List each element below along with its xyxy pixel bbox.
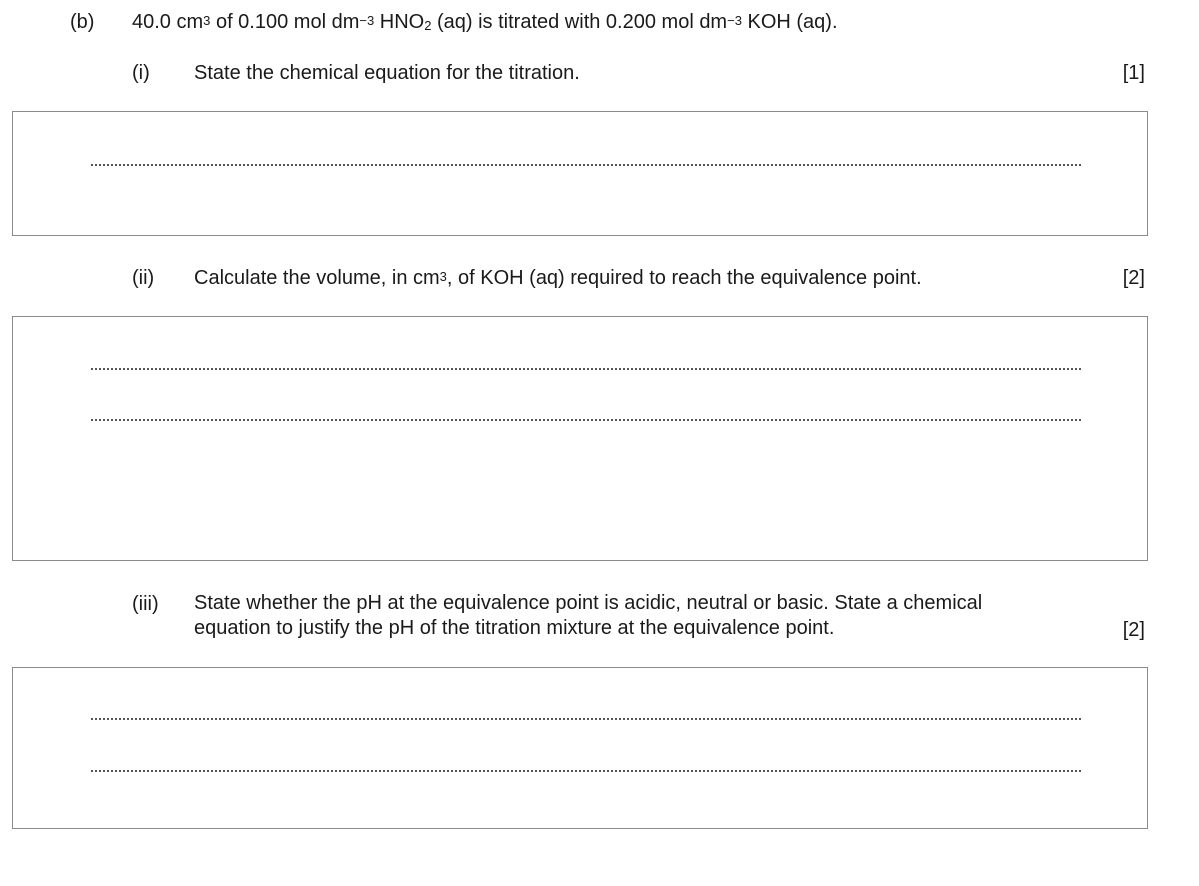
- marks-iii: [2]: [1122, 619, 1145, 641]
- subquestion-label-iii: (iii): [132, 593, 159, 615]
- answer-line: [91, 419, 1081, 421]
- answer-line: [91, 770, 1081, 772]
- answer-line: [91, 718, 1081, 720]
- question-stem: 40.0 $cm^3$ of 0.100 mol $dm^{-3}$ $HNO_2$ (aq) is titrated with 0.200 mol $dm^{-3}$ KOH (aq).: [132, 11, 838, 33]
- answer-box-iii[interactable]: [12, 667, 1148, 829]
- part-label: (b): [70, 11, 95, 33]
- subquestion-label-ii: (ii): [132, 267, 155, 289]
- subquestion-text-i: State the chemical equation for the titration.: [194, 62, 580, 84]
- answer-line: [91, 368, 1081, 370]
- subquestion-label-i: (i): [132, 62, 150, 84]
- marks-i: [1]: [1122, 62, 1145, 84]
- subquestion-text-ii: Calculate the volume, in $cm^3$, of KOH (aq) required to reach the equivalence point.: [194, 267, 922, 289]
- subquestion-text-iii: State whether the pH at the equivalence point is acidic, neutral or basic. State a chemical equation to justify the pH of the titration mixture at the equivalence point.: [194, 592, 983, 639]
- answer-box-i[interactable]: [12, 111, 1148, 236]
- answer-line: [91, 164, 1081, 166]
- answer-box-ii[interactable]: [12, 316, 1148, 561]
- marks-ii: [2]: [1122, 267, 1145, 289]
